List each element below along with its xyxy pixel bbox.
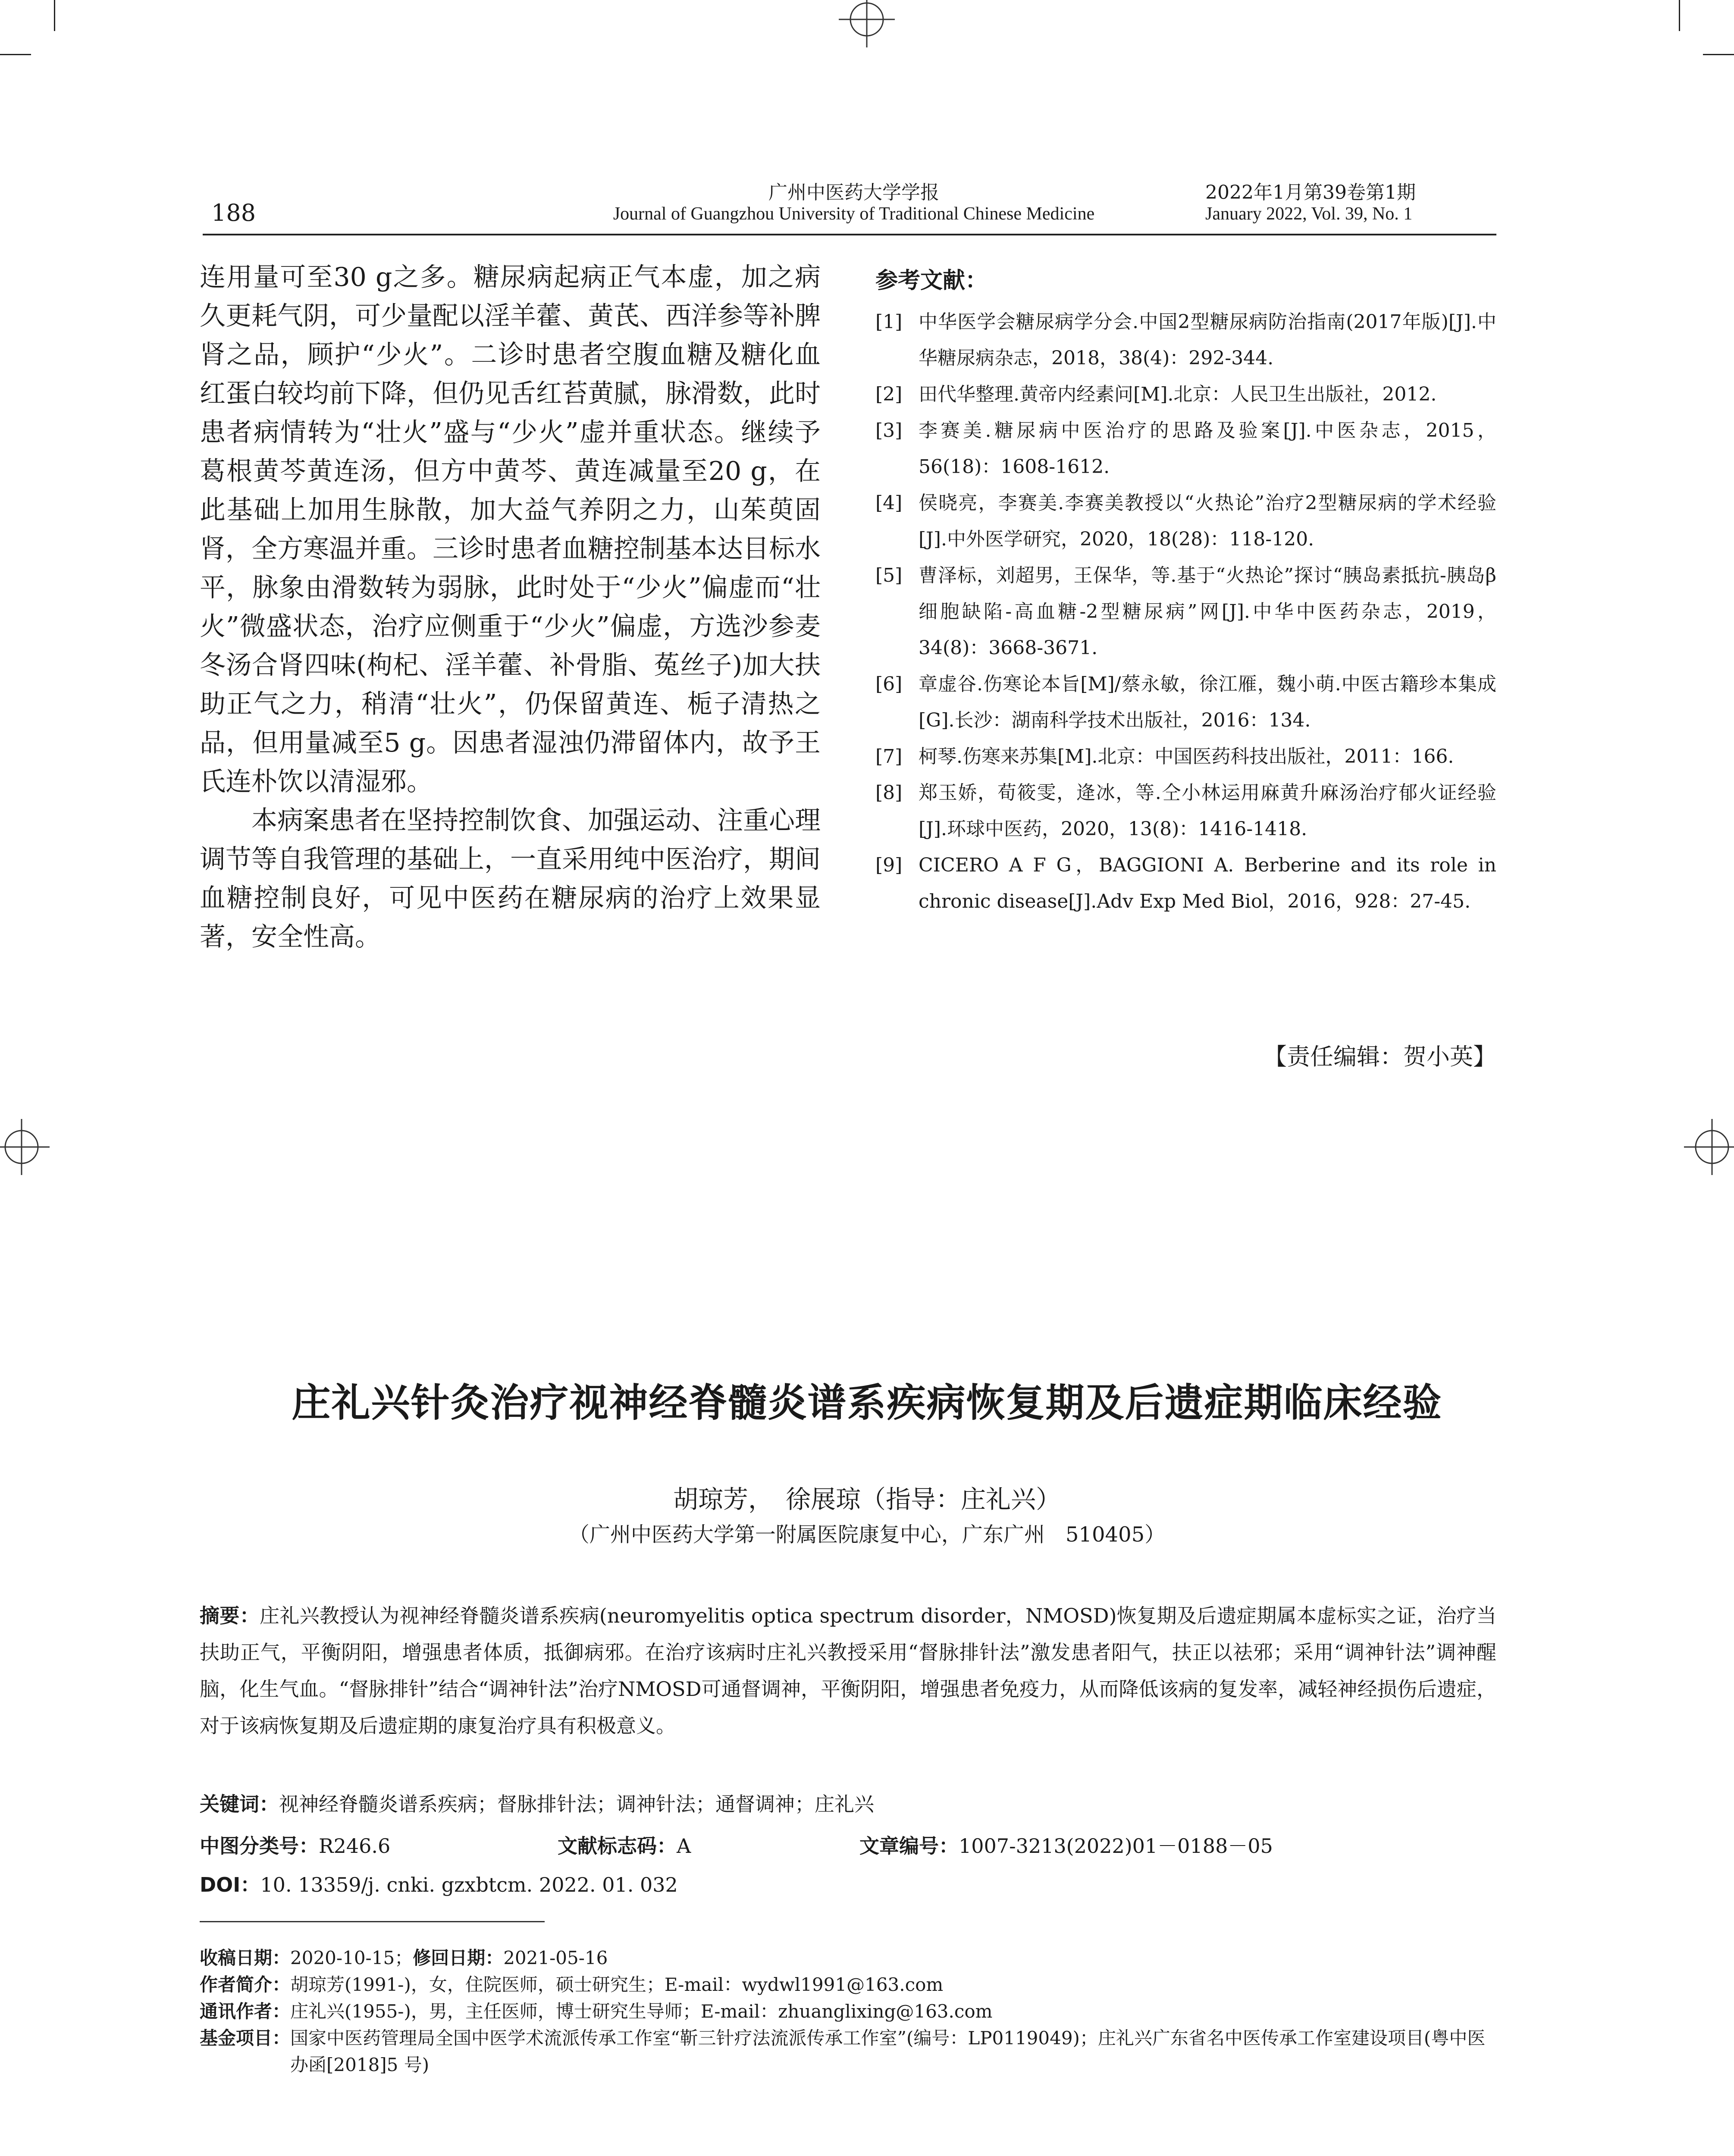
reference-text: CICERO A F G，BAGGIONI A. Berberine and its role in chronic disease[J].Adv Exp Med Biol，2016，928：27-45. — [919, 854, 1496, 912]
left-column-body — [200, 258, 821, 956]
doccode-field — [558, 1830, 691, 1859]
author-bio-label: 作者简介： — [200, 1974, 291, 1995]
reference-list — [875, 304, 1496, 920]
footnote-funding — [200, 2025, 1496, 2078]
received-date: 2020-10-15； — [290, 1947, 413, 1968]
reference-item — [875, 558, 1496, 666]
reference-number: [8] — [875, 782, 903, 804]
article-title: 庄礼兴针灸治疗视神经脊髓炎谱系疾病恢复期及后遗症期临床经验 — [292, 1380, 1442, 1426]
crop-mark-tl-h — [0, 54, 31, 55]
issue-info-en: January 2022, Vol. 39, No. 1 — [1205, 204, 1413, 224]
registration-mark-top — [839, 0, 895, 47]
corresponding-text: 庄礼兴(1955-)，男，主任医师，博士研究生导师；E-mail：zhuanglixing@163.com — [290, 2001, 993, 2022]
crop-mark-tr-v — [1679, 0, 1680, 31]
journal-title-en: Journal of Guangzhou University of Traditional Chinese Medicine — [613, 204, 1095, 224]
doi — [200, 1869, 678, 1898]
journal-title-cn: 广州中医药大学学报 — [768, 182, 939, 204]
doccode-label: 文献标志码： — [558, 1834, 677, 1858]
page-number: 188 — [211, 199, 256, 226]
doi-value: 10. 13359/j. cnki. gzxbtcm. 2022. 01. 032 — [260, 1873, 678, 1896]
references-section — [875, 262, 1496, 920]
article-authors: 胡琼芳， 徐展琼（指导：庄礼兴） — [673, 1485, 1061, 1514]
issue-info-cn: 2022年1月第39卷第1期 — [1205, 182, 1416, 204]
received-label: 收稿日期： — [200, 1947, 291, 1968]
revised-label: 修回日期： — [413, 1947, 504, 1968]
crop-mark-tr-h — [1703, 54, 1734, 55]
reference-text: 侯晓亮，李赛美.李赛美教授以“火热论”治疗2型糖尿病的学术经验[J].中外医学研究，2020，18(28)：118-120. — [919, 492, 1496, 550]
reference-text: 郑玉娇，荀筱雯，逄冰，等.仝小林运用麻黄升麻汤治疗郁火证经验[J].环球中医药，2020，13(8)：1416-1418. — [919, 782, 1496, 840]
body-paragraph-1: 连用量可至30 g之多。糖尿病起病正气本虚，加之病久更耗气阴，可少量配以淫羊藿、黄芪、西洋参等补脾肾之品，顾护“少火”。二诊时患者空腹血糖及糖化血红蛋白较均前下降，但仍见舌红苔黄腻，脉滑数，此时患者病情转为“壮火”盛与“少火”虚并重状态。继续予葛根黄芩黄连汤，但方中黄芩、黄连减量至20 g，在此基础上加用生脉散，加大益气养阴之力，山茱萸固肾，全方寒温并重。三诊时患者血糖控制基本达目标水平，脉象由滑数转为弱脉，此时处于“少火”偏虚而“壮火”微盛状态，治疗应侧重于“少火”偏虚，方选沙参麦冬汤合肾四味(枸杞、淫羊藿、补骨脂、菟丝子)加大扶助正气之力，稍清“壮火”，仍保留黄连、栀子清热之品，但用量减至5 g。因患者湿浊仍滞留体内，故予王氏连朴饮以清湿邪。 — [200, 262, 821, 797]
footnote-rule — [200, 1921, 545, 1922]
references-title: 参考文献： — [875, 268, 988, 294]
artno-field — [859, 1830, 1273, 1859]
reference-item — [875, 666, 1496, 739]
reference-number: [3] — [875, 420, 903, 442]
reference-number: [9] — [875, 854, 903, 876]
reference-item — [875, 376, 1496, 413]
reference-item — [875, 775, 1496, 847]
reference-number: [6] — [875, 673, 903, 695]
article-affiliation: （广州中医药大学第一附属医院康复中心，广东广州 510405） — [568, 1523, 1166, 1547]
reference-text: 柯琴.伤寒来苏集[M].北京：中国医药科技出版社，2011：166. — [919, 746, 1454, 768]
clc-label: 中图分类号： — [200, 1834, 319, 1858]
artno-value: 1007-3213(2022)01－0188－05 — [959, 1834, 1273, 1858]
responsible-editor: 【责任编辑：贺小英】 — [1264, 1043, 1496, 1070]
footnote-author-bio — [200, 1971, 1496, 1998]
registration-mark-right — [1684, 1119, 1734, 1175]
reference-text: 田代华整理.黄帝内经素问[M].北京：人民卫生出版社，2012. — [919, 383, 1437, 405]
revised-date: 2021-05-16 — [503, 1947, 608, 1968]
artno-label: 文章编号： — [859, 1834, 959, 1858]
funding-text: 国家中医药管理局全国中医学术流派传承工作室“靳三针疗法流派传承工作室”(编号：LP0119049)；庄礼兴广东省名中医传承工作室建设项目(粤中医办函[2018]5 号) — [290, 2028, 1486, 2075]
reference-number: [7] — [875, 746, 903, 768]
reference-text: 章虚谷.伤寒论本旨[M]/蔡永敏，徐江雁，魏小萌.中医古籍珍本集成[G].长沙：湖南科学技术出版社，2016：134. — [919, 673, 1496, 731]
keywords-label: 关键词： — [200, 1792, 279, 1816]
abstract-label: 摘要： — [200, 1604, 260, 1627]
reference-item — [875, 739, 1496, 775]
reference-number: [5] — [875, 564, 903, 586]
reference-item — [875, 847, 1496, 920]
keywords-text: 视神经脊髓炎谱系疾病；督脉排针法；调神针法；通督调神；庄礼兴 — [279, 1792, 874, 1816]
abstract — [200, 1598, 1496, 1744]
reference-text: 李赛美.糖尿病中医治疗的思路及验案[J].中医杂志，2015，56(18)：1608-1612. — [919, 420, 1496, 478]
abstract-text: 庄礼兴教授认为视神经脊髓炎谱系疾病(neuromyelitis optica spectrum disorder，NMOSD)恢复期及后遗症期属本虚标实之证，治疗当扶助正气，平衡阴阳，增强患者体质，抵御病邪。在治疗该病时庄礼兴教授采用“督脉排针法”激发患者阳气，扶正以祛邪；采用“调神针法”调神醒脑，化生气血。“督脉排针”结合“调神针法”治疗NMOSD可通督调神，平衡阴阳，增强患者免疫力，从而降低该病的复发率，减轻神经损伤后遗症，对于该病恢复期及后遗症期的康复治疗具有积极意义。 — [200, 1604, 1497, 1737]
registration-mark-left — [0, 1119, 50, 1175]
reference-number: [2] — [875, 383, 903, 405]
clc-value: R246.6 — [319, 1834, 391, 1858]
body-paragraph-2: 本病案患者在坚持控制饮食、加强运动、注重心理调节等自我管理的基础上，一直采用纯中医治疗，期间血糖控制良好，可见中医药在糖尿病的治疗上效果显著，安全性高。 — [200, 805, 821, 952]
funding-label: 基金项目： — [200, 2028, 291, 2049]
header-rule — [203, 234, 1496, 235]
reference-item — [875, 485, 1496, 558]
reference-item — [875, 304, 1496, 376]
footnote-received — [200, 1945, 1496, 1971]
author-bio-text: 胡琼芳(1991-)，女，住院医师，硕士研究生；E-mail：wydwl1991@163.com — [290, 1974, 944, 1995]
clc-field — [200, 1830, 390, 1859]
reference-item — [875, 413, 1496, 485]
doi-label: DOI： — [200, 1873, 260, 1896]
corresponding-label: 通讯作者： — [200, 2001, 291, 2022]
reference-text: 曹泽标，刘超男，王保华，等.基于“火热论”探讨“胰岛素抵抗-胰岛β细胞缺陷-高血糖-2型糖尿病”网[J].中华中医药杂志，2019，34(8)：3668-3671. — [919, 564, 1496, 659]
reference-number: [4] — [875, 492, 903, 514]
keywords — [200, 1789, 1496, 1817]
footnote-corresponding — [200, 1998, 1496, 2025]
doccode-value: A — [677, 1834, 691, 1858]
reference-number: [1] — [875, 311, 903, 333]
reference-text: 中华医学会糖尿病学分会.中国2型糖尿病防治指南(2017年版)[J].中华糖尿病杂志，2018，38(4)：292-344. — [919, 311, 1496, 369]
crop-mark-tl-v — [54, 0, 55, 31]
